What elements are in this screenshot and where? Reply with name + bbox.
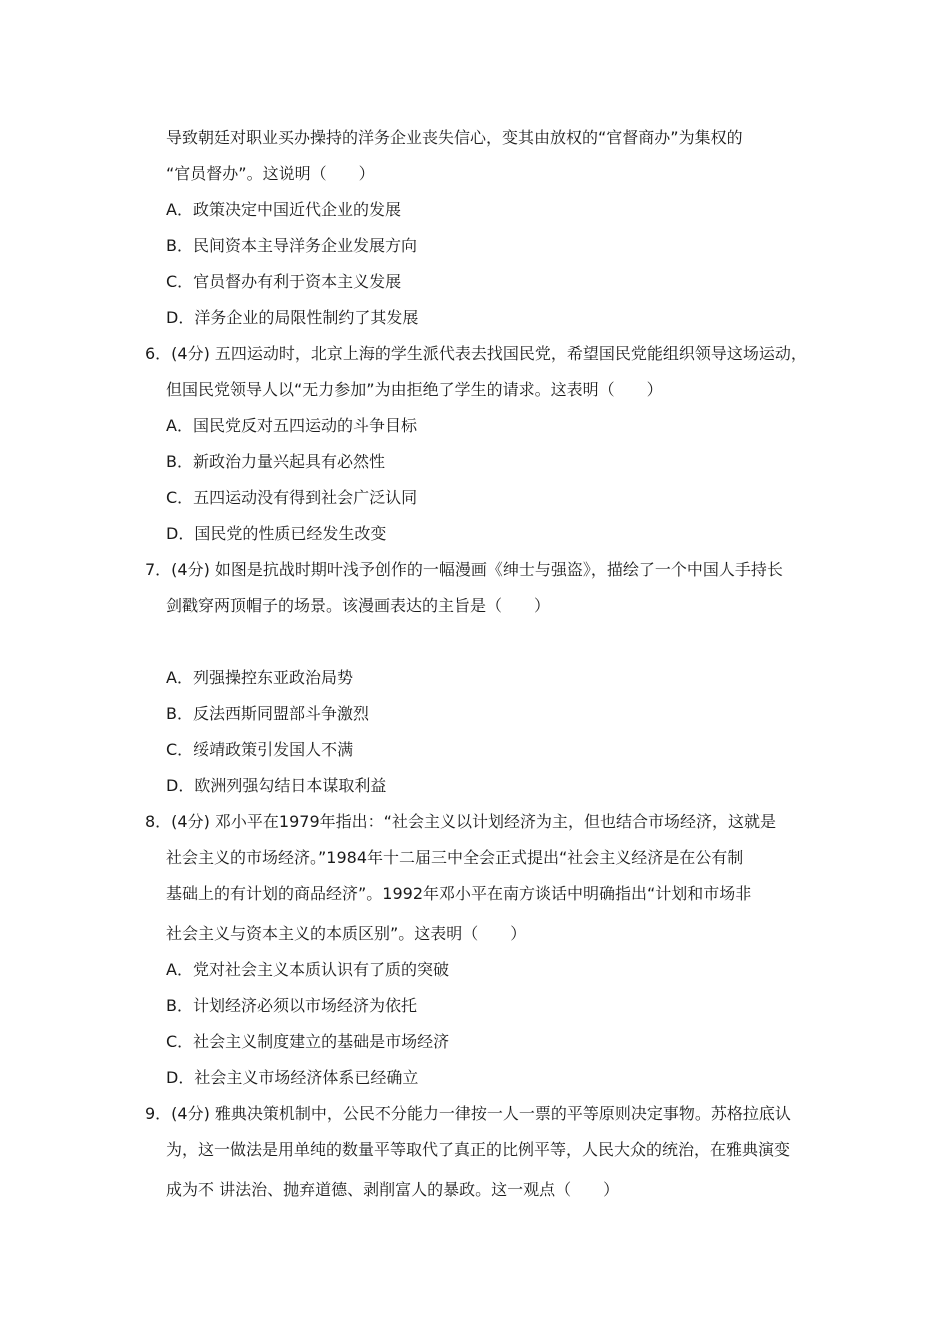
q5-text-line-1: 导致朝廷对职业买办操持的洋务企业丧失信心，变其由放权的“官督商办”为集权的	[166, 128, 743, 147]
q9-text-line-2: 为，这一做法是用单纯的数量平等取代了真正的比例平等，人民大众的统治，在雅典演变	[166, 1140, 791, 1159]
q8-text-line-4: 社会主义与资本主义的本质区别”。这表明（ ）	[166, 924, 527, 943]
q6-text-line-2: 但国民党领导人以“无力参加”为由拒绝了学生的请求。这表明（ ）	[166, 380, 663, 399]
q6-option-d: D．国民党的性质已经发生改变	[166, 524, 387, 543]
q8-text-line-2: 社会主义的市场经济。”1984年十二届三中全会正式提出“社会主义经济是在公有制	[166, 848, 744, 867]
q6-option-b: B．新政治力量兴起具有必然性	[166, 452, 385, 471]
q8-text-line-3: 基础上的有计划的商品经济”。1992年邓小平在南方谈话中明确指出“计划和市场非	[166, 884, 752, 903]
q8-text-line-1: 8．(4分) 邓小平在1979年指出：“社会主义以计划经济为主，但也结合市场经济，这就是	[145, 812, 776, 831]
q7-option-a: A．列强操控东亚政治局势	[166, 668, 353, 687]
q8-option-a: A．党对社会主义本质认识有了质的突破	[166, 960, 449, 979]
q7-option-b: B．反法西斯同盟部斗争激烈	[166, 704, 369, 723]
q5-text-line-2: “官员督办”。这说明（ ）	[166, 164, 375, 183]
q8-option-c: C．社会主义制度建立的基础是市场经济	[166, 1032, 450, 1051]
q6-text-line-1: 6．(4分) 五四运动时，北京上海的学生派代表去找国民党，希望国民党能组织领导这场运动，	[145, 344, 807, 363]
q8-option-d: D．社会主义市场经济体系已经确立	[166, 1068, 419, 1087]
q7-option-c: C．绥靖政策引发国人不满	[166, 740, 354, 759]
q5-option-a: A．政策决定中国近代企业的发展	[166, 200, 401, 219]
q6-option-c: C．五四运动没有得到社会广泛认同	[166, 488, 418, 507]
q7-text-line-1: 7．(4分) 如图是抗战时期叶浅予创作的一幅漫画《绅士与强盗》，描绘了一个中国人手持长	[145, 560, 783, 579]
q8-option-b: B．计划经济必须以市场经济为依托	[166, 996, 417, 1015]
q5-option-d: D．洋务企业的局限性制约了其发展	[166, 308, 419, 327]
q9-text-line-3: 成为不 讲法治、抛弃道德、剥削富人的暴政。这一观点（ ）	[166, 1180, 620, 1199]
q7-text-line-2: 剑戳穿两顶帽子的场景。该漫画表达的主旨是（ ）	[166, 596, 551, 615]
q6-option-a: A．国民党反对五四运动的斗争目标	[166, 416, 417, 435]
q5-option-b: B．民间资本主导洋务企业发展方向	[166, 236, 417, 255]
q9-text-line-1: 9．(4分) 雅典决策机制中，公民不分能力一律按一人一票的平等原则决定事物。苏格拉底认	[145, 1104, 791, 1123]
q7-option-d: D．欧洲列强勾结日本谋取利益	[166, 776, 387, 795]
q5-option-c: C．官员督办有利于资本主义发展	[166, 272, 402, 291]
